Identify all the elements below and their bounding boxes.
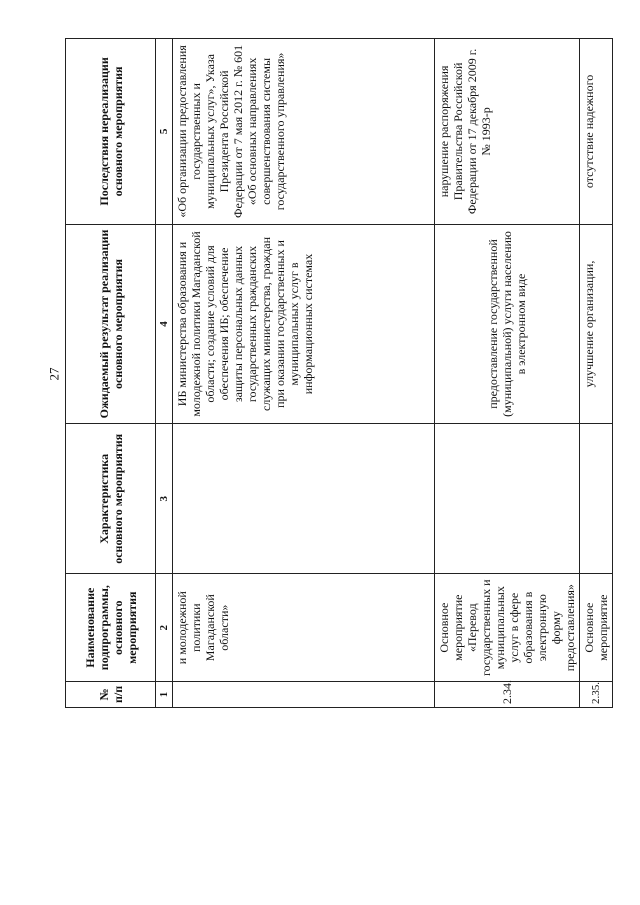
header-name: Наименование подпрограммы, основного мероприятия: [66, 574, 156, 681]
row-number: 2.35.: [580, 681, 613, 707]
measure-characteristic: [173, 424, 435, 574]
column-number: 3: [156, 424, 173, 574]
header-consequence: Последствия нереализации основного мероприятия: [66, 39, 156, 225]
measure-name: и молодежной политики Магаданской области»: [173, 574, 435, 681]
measure-characteristic: [580, 424, 613, 574]
row-number: [173, 681, 435, 707]
measure-name: Основное мероприятие: [580, 574, 613, 681]
column-number: 1: [156, 681, 173, 707]
header-number: № п/п: [66, 681, 156, 707]
header-result: Ожидаемый результат реализации основного мероприятия: [66, 224, 156, 423]
header-characteristic: Характеристика основного мероприятия: [66, 424, 156, 574]
column-numbers-row: [156, 39, 173, 708]
non-implementation-consequence: нарушение распоряжения Правительства Российской Федерации от 17 декабря 2009 г. № 1993-р: [435, 39, 580, 225]
non-implementation-consequence: отсутствие надежного: [580, 39, 613, 225]
non-implementation-consequence: «Об организации предоставления государственных и муниципальных услуг», Указа Президента Российской Федерации от 7 мая 2012 г. № 601 «Об основных направлениях совершенствования системы государственного управления»: [173, 39, 435, 225]
expected-result: улучшение организации,: [580, 224, 613, 423]
expected-result: предоставление государственной (муниципальной) услуги населению в электронном виде: [435, 224, 580, 423]
row-number: 2.34.: [435, 681, 580, 707]
table-row: [435, 39, 580, 708]
page-number: 27: [46, 367, 62, 381]
measure-name: Основное мероприятие «Перевод государственных и муниципальных услуг в сфере образования в электронную форму предоставления»: [435, 574, 580, 681]
column-number: 4: [156, 224, 173, 423]
table-row: [580, 39, 613, 708]
rotated-table-container: [65, 38, 610, 708]
column-number: 5: [156, 39, 173, 225]
column-number: 2: [156, 574, 173, 681]
table-row: [173, 39, 435, 708]
measure-characteristic: [435, 424, 580, 574]
expected-result: ИБ министерства образования и молодежной политики Магаданской области; создание условий для обеспечения ИБ; обеспечение защиты персональных данных государственных гражданских служащих министерства, граждан при оказании государственных и муниципальных услуг в информационных системах: [173, 224, 435, 423]
measures-table: [65, 38, 613, 708]
